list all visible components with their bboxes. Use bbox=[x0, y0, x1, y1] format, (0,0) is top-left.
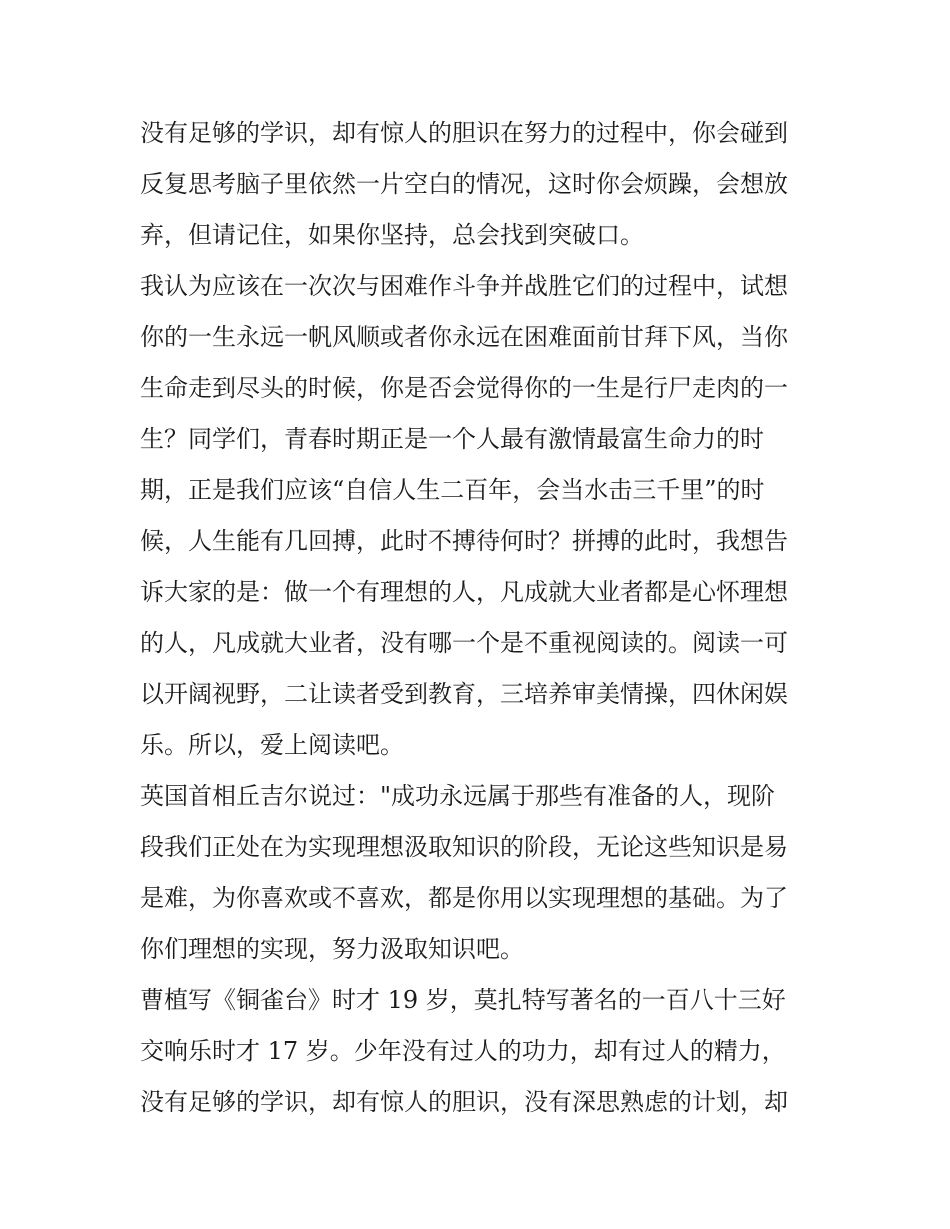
text-line: 生？同学们，青春时期正是一个人最有激情最富生命力的时 bbox=[140, 425, 764, 453]
text-line: 期，正是我们应该“自信人生二百年，会当水击三千里”的时 bbox=[140, 476, 765, 504]
document-body bbox=[140, 108, 820, 1128]
text-line: 没有足够的学识，却有惊人的胆识，没有深思熟虑的计划，却 bbox=[140, 1088, 788, 1116]
text-line: 弃，但请记住，如果你坚持，总会找到突破口。 bbox=[140, 221, 644, 249]
text-line: 诉大家的是：做一个有理想的人，凡成就大业者都是心怀理想 bbox=[140, 578, 788, 606]
text-line: 你的一生永远一帆风顺或者你永远在困难面前甘拜下风，当你 bbox=[140, 323, 788, 351]
text-line: 的人，凡成就大业者，没有哪一个是不重视阅读的。阅读一可 bbox=[140, 629, 788, 657]
text-line: 没有足够的学识，却有惊人的胆识在努力的过程中，你会碰到 bbox=[140, 119, 788, 147]
text-line: 段我们正处在为实现理想汲取知识的阶段，无论这些知识是易 bbox=[140, 833, 788, 861]
text-line: 曹植写《铜雀台》时才 19 岁，莫扎特写著名的一百八十三好 bbox=[140, 986, 786, 1014]
text-line: 交响乐时才 17 岁。少年没有过人的功力，却有过人的精力， bbox=[140, 1037, 786, 1065]
text-line: 反复思考脑子里依然一片空白的情况，这时你会烦躁，会想放 bbox=[140, 170, 788, 198]
text-line: 候，人生能有几回搏，此时不搏待何时？拼搏的此时，我想告 bbox=[140, 527, 788, 555]
text-line: 你们理想的实现，努力汲取知识吧。 bbox=[140, 935, 524, 963]
text-line: 以开阔视野，二让读者受到教育，三培养审美情操，四休闲娱 bbox=[140, 680, 788, 708]
text-line: 乐。所以，爱上阅读吧。 bbox=[140, 731, 404, 759]
text-line: 生命走到尽头的时候，你是否会觉得你的一生是行尸走肉的一 bbox=[140, 374, 788, 402]
text-line: 英国首相丘吉尔说过："成功永远属于那些有准备的人，现阶 bbox=[140, 782, 776, 810]
text-line: 我认为应该在一次次与困难作斗争并战胜它们的过程中，试想 bbox=[140, 272, 788, 300]
text-line: 是难，为你喜欢或不喜欢，都是你用以实现理想的基础。为了 bbox=[140, 884, 788, 912]
